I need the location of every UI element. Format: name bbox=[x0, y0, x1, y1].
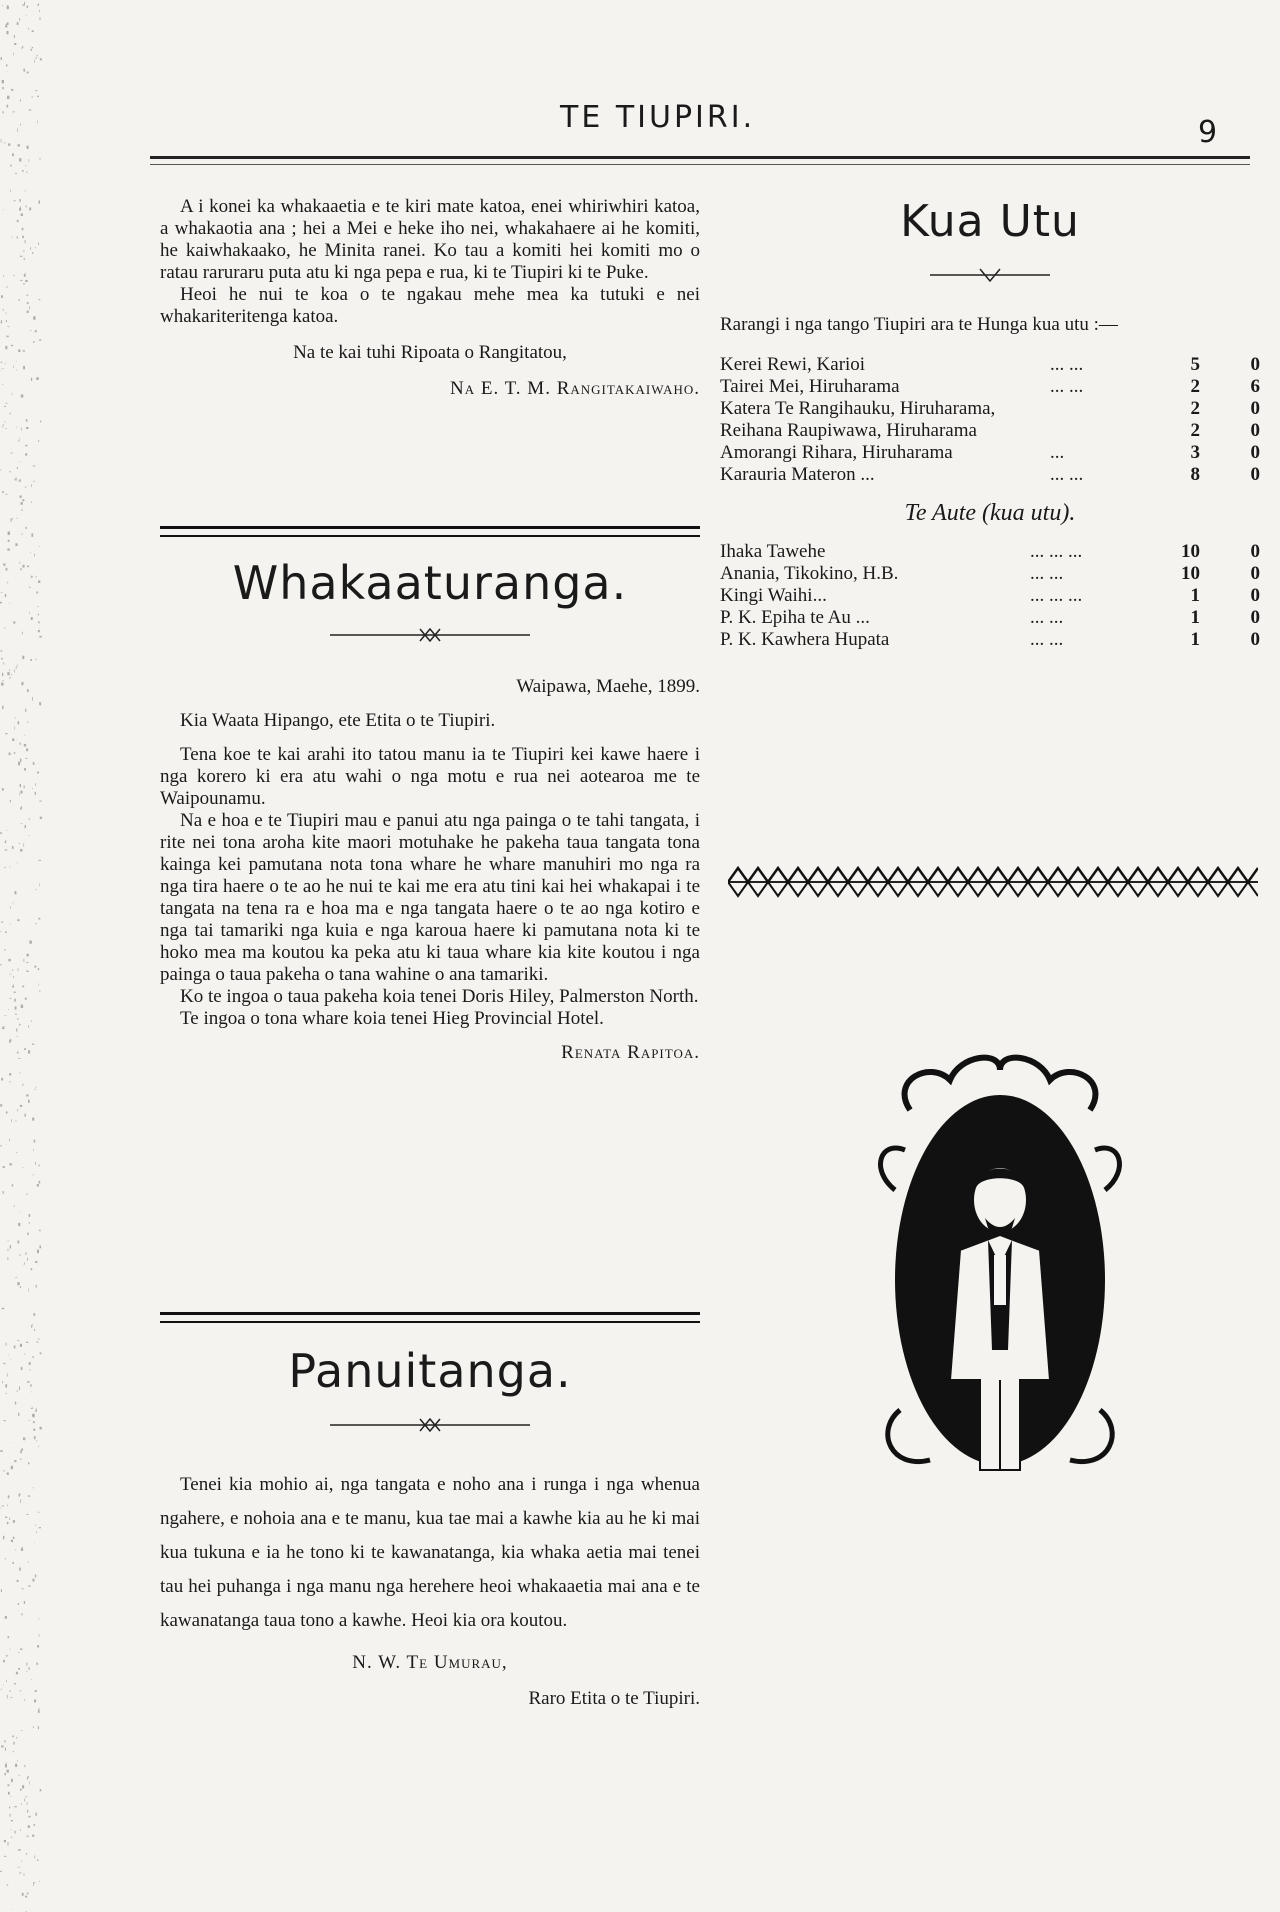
list-item: Ihaka Tawehe ... ... ... 10 0 bbox=[720, 541, 1260, 562]
list-item: P. K. Epiha te Au ... ... ... 1 0 bbox=[720, 607, 1260, 628]
list-item: Tairei Mei, Hiruharama ... ... 2 6 bbox=[720, 376, 1260, 397]
ornament-divider-2 bbox=[330, 1418, 530, 1432]
section-divider-1 bbox=[160, 526, 700, 537]
list-item: Anania, Tikokino, H.B. ... ... 10 0 bbox=[720, 563, 1260, 584]
header-rule-thin bbox=[150, 164, 1250, 165]
scan-edge-speckle bbox=[0, 0, 50, 1912]
portrait-illustration bbox=[870, 1050, 1130, 1510]
header-rule bbox=[150, 156, 1250, 159]
list-item: Reihana Raupiwawa, Hiruharama 2 0 bbox=[720, 420, 1260, 441]
ornament-divider-1 bbox=[330, 628, 530, 642]
list-item: Karauria Materon ... ... ... 8 0 bbox=[720, 464, 1260, 485]
intro-closing: Na te kai tuhi Ripoata o Rangitatou, bbox=[293, 342, 567, 363]
kua-utu-heading: Kua Utu bbox=[900, 196, 1080, 247]
whakaaturanga-paragraph-2: Na e hoa e te Tiupiri mau e panui atu nga painga o te tahi tangata, i rite nei tona aroha kite maori motuhake he pakeha taua tangata tona kainga kei pamutana nota tona whare he whare manuhiri mo nga ra nga tira haere o te ao he nui te kai me era atu tini kai hei whakapai i te tangata na tena ra e hoa ma e nga tangata haere o te ao nga kotiro e nga tai tamariki nga kuia e nga karoua haere ki pamutana nota ki te hoko mea ma koutou ka peka atu ki taua whare kia kite koutou i nga painga o taua pakeha o tana wahine o ana tamariki. bbox=[160, 810, 700, 985]
list-item: Katera Te Rangihauku, Hiruharama, 2 0 bbox=[720, 398, 1260, 419]
whakaaturanga-paragraph-4: Te ingoa o tona whare koia tenei Hieg Provincial Hotel. bbox=[180, 1008, 604, 1029]
panuitanga-heading: Panuitanga. bbox=[288, 1344, 572, 1398]
whakaaturanga-paragraph-3: Ko te ingoa o taua pakeha koia tenei Doris Hiley, Palmerston North. bbox=[180, 986, 699, 1007]
page-number: 9 bbox=[1198, 115, 1218, 150]
panuitanga-section bbox=[160, 1468, 700, 1710]
list-item: Kerei Rewi, Karioi ... ... 5 0 bbox=[720, 354, 1260, 375]
whakaaturanga-dateline: Waipawa, Maehe, 1899. bbox=[516, 676, 700, 697]
whakaaturanga-heading: Whakaaturanga. bbox=[232, 556, 628, 610]
intro-section bbox=[160, 196, 700, 400]
page-header-title: TE TIUPIRI. bbox=[560, 100, 756, 135]
whakaaturanga-salutation: Kia Waata Hipango, ete Etita o te Tiupiri. bbox=[180, 710, 496, 731]
panuitanga-signature: N. W. Te Umurau, bbox=[352, 1652, 508, 1673]
kua-utu-section bbox=[720, 314, 1260, 651]
section-divider-2 bbox=[160, 1312, 700, 1323]
whakaaturanga-signature: Renata Rapitoa. bbox=[561, 1042, 700, 1063]
whakaaturanga-paragraph-1: Tena koe te kai arahi ito tatou manu ia te Tiupiri kei kawe haere i nga korero ki era atu wahi o nga motu e rua nei aotearoa me te Waipounamu. bbox=[160, 744, 700, 809]
ornament-divider-3 bbox=[930, 268, 1050, 282]
kua-utu-intro: Rarangi i nga tango Tiupiri ara te Hunga kua utu :— bbox=[720, 314, 1118, 335]
list-item: P. K. Kawhera Hupata ... ... 1 0 bbox=[720, 629, 1260, 650]
panuitanga-signature-title: Raro Etita o te Tiupiri. bbox=[528, 1688, 700, 1709]
te-aute-subhead: Te Aute (kua utu). bbox=[904, 500, 1076, 526]
intro-signature: Na E. T. M. Rangitakaiwaho. bbox=[449, 378, 700, 399]
whakaaturanga-section bbox=[160, 676, 700, 1064]
te-aute-list bbox=[720, 541, 1260, 651]
intro-paragraph-2: Heoi he nui te koa o te ngakau mehe mea ka tutuki e nei whakariteritenga katoa. bbox=[160, 284, 700, 327]
list-item: Amorangi Rihara, Hiruharama ... 3 0 bbox=[720, 442, 1260, 463]
kua-utu-list bbox=[720, 354, 1260, 486]
intro-paragraph-1: A i konei ka whakaaetia e te kiri mate katoa, enei whiriwhiri katoa, a whakaotia ana ; hei a Mei e heke iho nei, whakahaere ai he komiti, he kaiwhakaako, he Minita ranei. Ko tau a komiti hei komiti mo o ratau raruraru puta atu ki nga pepa e rua, ki te Tiupiri ki te Puke. bbox=[160, 196, 700, 283]
list-item: Kingi Waihi... ... ... ... 1 0 bbox=[720, 585, 1260, 606]
zigzag-ornament-border bbox=[728, 862, 1258, 902]
panuitanga-paragraph-1: Tenei kia mohio ai, nga tangata e noho ana i runga i nga whenua ngahere, e nohoia ana e te manu, kua tae mai a kawhe kia au he ki mai kua tukuna e ia he tono ki te kawanatanga, kia whaka aetia mai tenei tau hei puhanga i nga manu nga herehere heoi whakaaetia mai ana e te kawanatanga taua tono a kawhe. Heoi kia ora koutou. bbox=[160, 1474, 700, 1631]
